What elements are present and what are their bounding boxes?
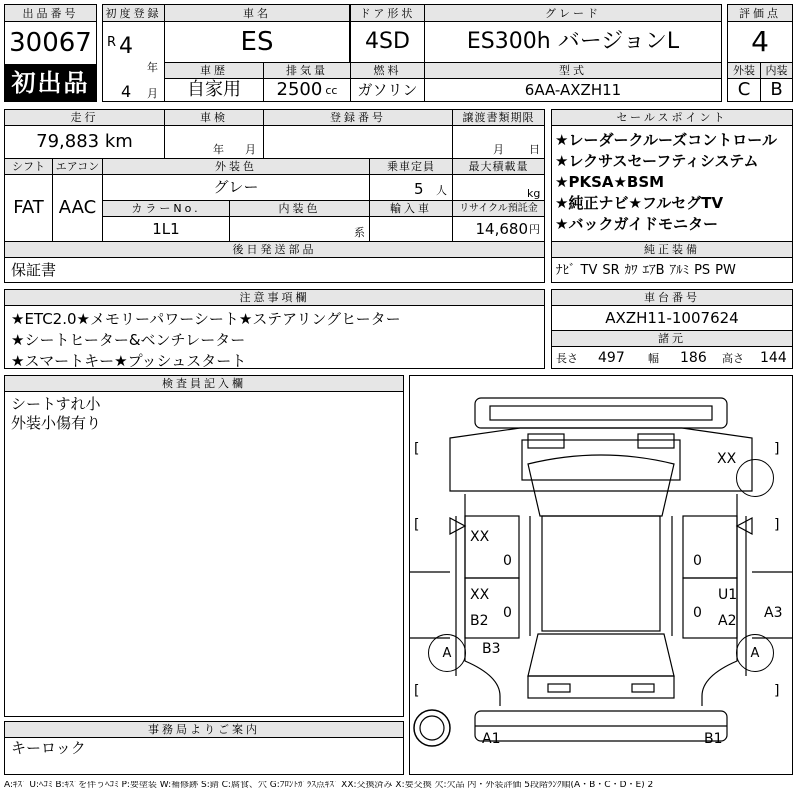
transfer-deadline: [452, 125, 545, 159]
displacement-unit: cc: [325, 83, 338, 97]
reg-month: 4: [121, 82, 132, 101]
grade: ES300h バージョンL: [424, 21, 722, 63]
inspection-label: 車検: [164, 109, 264, 126]
sales-point: ★PKSA★BSM: [555, 173, 665, 191]
car-name-label: 車名: [164, 4, 350, 22]
interior-color-box: [229, 216, 370, 242]
sales-point: ★レーダークルーズコントロール: [555, 131, 777, 149]
transfer-month-unit: 月: [493, 143, 504, 156]
door-label: ドア形状: [350, 4, 425, 22]
notes-label: 注意事項欄: [4, 289, 545, 306]
length-label: 長さ: [556, 352, 578, 365]
recycle-label: リサイクル預託金: [452, 200, 545, 217]
sales-point: ★バックガイドモニター: [555, 215, 718, 233]
mileage-label: 走行: [4, 109, 165, 126]
height-label: 高さ: [722, 352, 744, 365]
tire-mark: A: [442, 645, 452, 661]
office-label: 事務局よりご案内: [4, 721, 404, 738]
recycle-unit: 円: [529, 222, 540, 236]
equipment-item: ｴｱB: [642, 262, 665, 278]
inspector-line: 外装小傷有り: [11, 414, 102, 432]
fuel-label: 燃料: [350, 62, 425, 79]
sales-point: ★レクサスセーフティシステム: [555, 152, 759, 170]
seats-unit: 人: [436, 184, 447, 197]
later-parts: 保証書: [4, 257, 545, 283]
zero-mark: 0: [693, 553, 702, 569]
damage-mark: B2: [470, 613, 489, 629]
legend: A:ｷｽﾞ U:ﾍｺﾐ B:ｷｽﾞを伴うﾍｺﾐ P:要塗装 W:補修跡 S:錆 C:腐食、穴 G:ﾌﾛﾝﾄｶﾞﾗｽ点ｷｽﾞ XX:交換済み X:要交換 欠:欠品 内・外装評価 5段階ﾗﾝｸ順(A・B・C・D・E) 2: [4, 781, 654, 790]
car-outline: [410, 376, 792, 774]
recycle-fee: [452, 216, 545, 242]
recycle-value: 14,680: [475, 219, 528, 238]
model-label: 型式: [424, 62, 722, 79]
damage-mark: XX: [470, 529, 490, 545]
note-line: ★スマートキー★プッシュスタート: [11, 352, 247, 370]
inspector-label: 検査員記入欄: [4, 375, 404, 392]
damage-diagram: [409, 375, 793, 775]
interior-grade: B: [760, 78, 793, 102]
exterior-grade: C: [727, 78, 761, 102]
displacement-label: 排気量: [263, 62, 351, 79]
exterior-color: グレー: [102, 174, 370, 201]
score: 4: [727, 21, 793, 63]
registration-number-label: 登録番号: [263, 109, 453, 126]
inspection-month-unit: 月: [245, 143, 256, 156]
seats-label: 乗車定員: [369, 158, 453, 175]
import-label: 輸入車: [369, 200, 453, 217]
air-conditioner: AAC: [52, 174, 103, 242]
interior-color-unit: 系: [354, 226, 365, 239]
chassis-label: 車台番号: [551, 289, 793, 306]
mileage: 79,883 km: [4, 125, 165, 159]
width: 186: [680, 350, 707, 366]
inspector-line: シートすれ小: [11, 395, 101, 413]
first-listing-badge: 初出品: [4, 64, 97, 102]
reg-year: 4: [119, 34, 133, 59]
seats: 5: [414, 180, 424, 198]
import-box: [369, 216, 453, 242]
length: 497: [598, 350, 625, 366]
color-number-label: カラーNo.: [102, 200, 230, 217]
lot-number: 30067: [4, 21, 97, 65]
bracket: [: [414, 441, 420, 457]
max-load-label: 最大積載量: [452, 158, 545, 175]
first-registration-box: [102, 21, 165, 102]
history-label: 車歴: [164, 62, 264, 79]
equipment-item: TV: [580, 262, 598, 278]
sales-point: ★純正ナビ★フルセグTV: [555, 194, 724, 212]
bracket: ]: [774, 683, 780, 699]
zero-mark: 0: [693, 605, 702, 621]
damage-mark: B3: [482, 641, 501, 657]
zero-mark: 0: [503, 605, 512, 621]
displacement: [263, 78, 351, 102]
interior-label: 内装: [760, 62, 793, 79]
car-name: ES: [164, 21, 350, 63]
door-type: 4SD: [350, 21, 425, 63]
ac-label: エアコン: [52, 158, 103, 175]
wheel-front-right: [736, 459, 774, 497]
shift: FAT: [4, 174, 53, 242]
equipment-item: ｱﾙﾐ: [669, 262, 690, 278]
era: R: [107, 35, 117, 50]
equipment-item: ｶﾜ: [624, 262, 638, 278]
note-line: ★シートヒーター&ベンチレーター: [11, 331, 246, 349]
lot-number-label: 出品番号: [4, 4, 97, 22]
color-number: 1L1: [102, 216, 230, 242]
chassis-number: AXZH11-1007624: [551, 305, 793, 331]
load-unit: kg: [527, 187, 541, 200]
sales-points: [551, 125, 793, 242]
exterior-color-label: 外装色: [102, 158, 370, 175]
later-parts-label: 後日発送部品: [4, 241, 545, 258]
equipment-item: SR: [602, 262, 620, 278]
grade-label: グレード: [424, 4, 722, 22]
note-line: ★ETC2.0★メモリーパワーシート★ステアリングヒーター: [11, 310, 401, 328]
score-label: 評価点: [727, 4, 793, 22]
office-notes: キーロック: [4, 737, 404, 775]
inspector-notes: [4, 391, 404, 717]
zero-mark: 0: [503, 553, 512, 569]
shift-label: シフト: [4, 158, 53, 175]
dimensions: [551, 346, 793, 369]
history: 自家用: [164, 78, 264, 102]
inspection-box: [164, 125, 264, 159]
displacement-value: 2500: [276, 79, 323, 100]
notes: [4, 305, 545, 369]
fuel: ガソリン: [350, 78, 425, 102]
bracket: [: [414, 683, 420, 699]
first-registration-label: 初度登録: [102, 4, 165, 22]
equipment-item: PS: [694, 262, 711, 278]
equipment-item: PW: [715, 262, 736, 278]
max-load-box: [452, 174, 545, 201]
damage-mark: XX: [717, 451, 737, 467]
tire-mark: A: [750, 645, 760, 661]
equipment-list: [551, 257, 793, 283]
transfer-day-unit: 日: [529, 143, 540, 156]
equipment-label: 純正装備: [551, 241, 793, 258]
width-label: 幅: [648, 352, 659, 365]
damage-mark: U1: [718, 587, 738, 603]
wheel-rear-left: [428, 634, 466, 672]
interior-color-label: 内装色: [229, 200, 370, 217]
exterior-label: 外装: [727, 62, 761, 79]
transfer-deadline-label: 譲渡書類期限: [452, 109, 545, 126]
year-unit: 年: [147, 61, 158, 74]
height: 144: [760, 350, 787, 366]
dimensions-label: 諸元: [551, 330, 793, 347]
month-unit: 月: [147, 87, 158, 100]
bracket: [: [414, 517, 420, 533]
sales-points-label: セールスポイント: [551, 109, 793, 126]
damage-mark: A3: [764, 605, 783, 621]
wheel-rear-right: [736, 634, 774, 672]
damage-mark: XX: [470, 587, 490, 603]
bracket: ]: [774, 441, 780, 457]
registration-number: [263, 125, 453, 159]
damage-mark: B1: [704, 731, 723, 747]
inspection-year-unit: 年: [213, 143, 224, 156]
damage-mark: A2: [718, 613, 737, 629]
model-code: 6AA-AXZH11: [424, 78, 722, 102]
bracket: ]: [774, 517, 780, 533]
damage-mark: A1: [482, 731, 501, 747]
seats-box: [369, 174, 453, 201]
equipment-item: ﾅﾋﾞ: [556, 262, 576, 278]
